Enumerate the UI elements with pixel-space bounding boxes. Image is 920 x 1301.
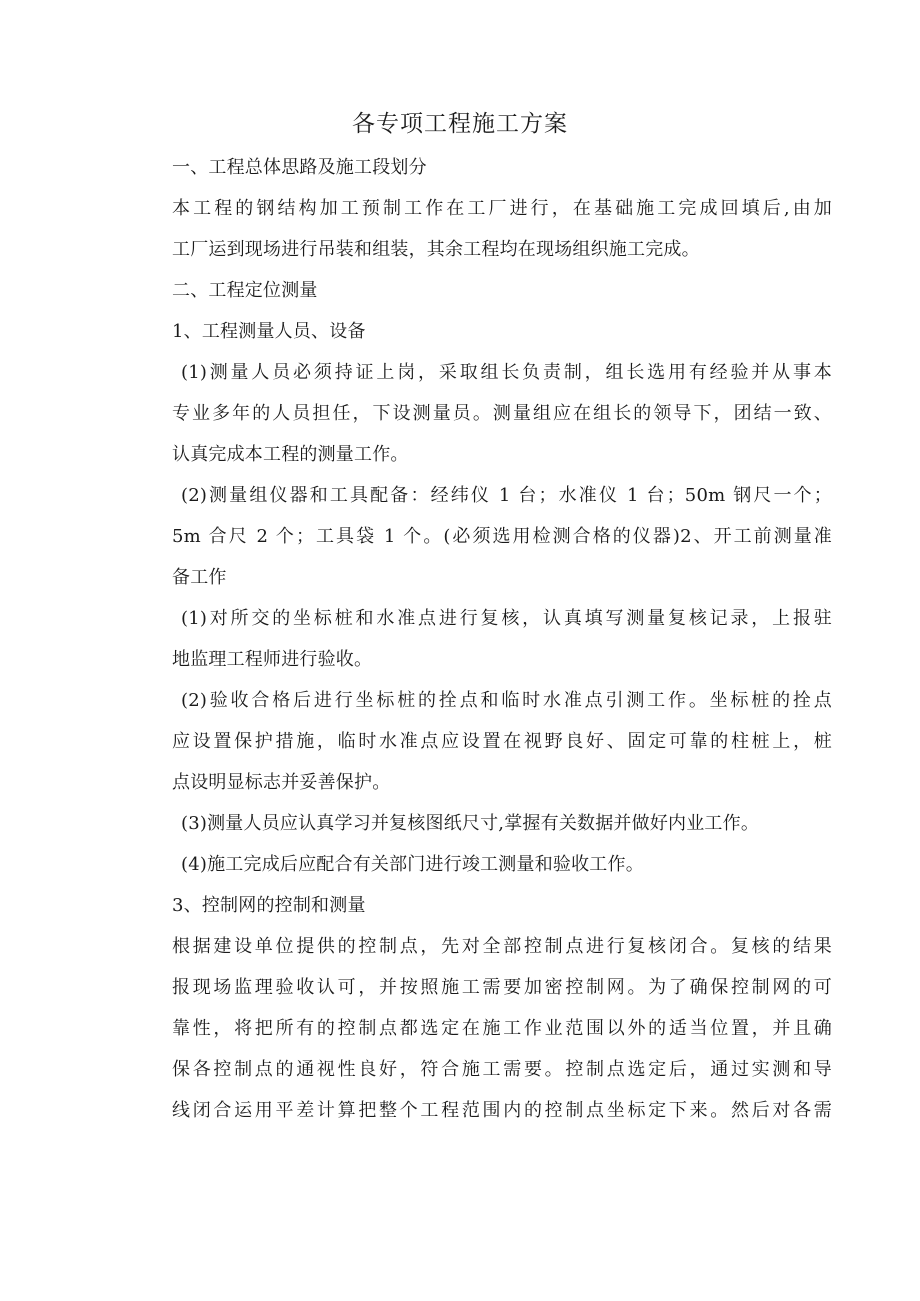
paragraph-line: (2)测量组仪器和工具配备：经纬仪 1 台；水准仪 1 台；50m 钢尺一个； xyxy=(181,485,832,506)
paragraph-line: 备工作 xyxy=(172,567,227,588)
paragraph-line: 地监理工程师进行验收。 xyxy=(172,649,373,670)
paragraph-line: 5m 合尺 2 个；工具袋 1 个。(必须选用检测合格的仪器)2、开工前测量准 xyxy=(172,526,832,547)
paragraph-line: 保各控制点的通视性良好，符合施工需要。控制点选定后，通过实测和导 xyxy=(172,1059,832,1080)
paragraph-line: (3)测量人员应认真学习并复核图纸尺寸,掌握有关数据并做好内业工作。 xyxy=(181,813,760,834)
section-heading-1: 一、工程总体思路及施工段划分 xyxy=(172,157,427,178)
paragraph-line: 报现场监理验收认可，并按照施工需要加密控制网。为了确保控制网的可 xyxy=(172,977,832,998)
paragraph-line: 工厂运到现场进行吊装和组装，其余工程均在现场组织施工完成。 xyxy=(172,239,700,260)
subsection-heading-3: 3、控制网的控制和测量 xyxy=(172,895,366,916)
paragraph-line: 线闭合运用平差计算把整个工程范围内的控制点坐标定下来。然后对各需 xyxy=(172,1100,832,1121)
paragraph-line: 本工程的钢结构加工预制工作在工厂进行，在基础施工完成回填后,由加 xyxy=(172,198,832,219)
paragraph-line: 靠性，将把所有的控制点都选定在施工作业范围以外的适当位置，并且确 xyxy=(172,1018,832,1039)
paragraph-line: 根据建设单位提供的控制点，先对全部控制点进行复核闭合。复核的结果 xyxy=(172,936,832,957)
section-heading-2: 二、工程定位测量 xyxy=(172,280,318,301)
paragraph-line: (4)施工完成后应配合有关部门进行竣工测量和验收工作。 xyxy=(181,854,644,875)
paragraph-line: 点设明显标志并妥善保护。 xyxy=(172,772,391,793)
document-body xyxy=(172,147,832,1131)
paragraph-line: 认真完成本工程的测量工作。 xyxy=(172,444,409,465)
document-title: 各专项工程施工方案 xyxy=(352,111,568,137)
subsection-heading-1: 1、工程测量人员、设备 xyxy=(172,321,366,342)
paragraph-line: 专业多年的人员担任，下设测量员。测量组应在组长的领导下，团结一致、 xyxy=(172,403,832,424)
paragraph-line: 应设置保护措施，临时水准点应设置在视野良好、固定可靠的柱桩上，桩 xyxy=(172,731,832,752)
paragraph-line: (1)对所交的坐标桩和水准点进行复核，认真填写测量复核记录，上报驻 xyxy=(181,608,832,629)
paragraph-line: (2)验收合格后进行坐标桩的拴点和临时水准点引测工作。坐标桩的拴点 xyxy=(181,690,832,711)
paragraph-line: (1)测量人员必须持证上岗，采取组长负责制，组长选用有经验并从事本 xyxy=(181,362,832,383)
